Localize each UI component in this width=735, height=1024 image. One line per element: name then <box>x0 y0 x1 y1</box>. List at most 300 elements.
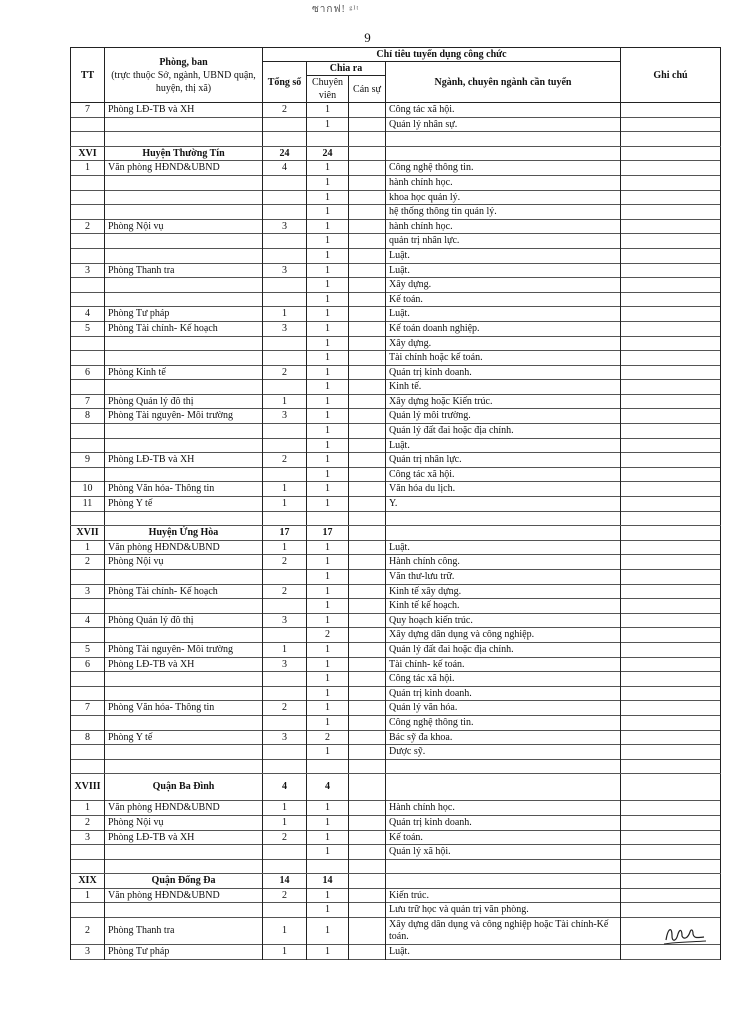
row-major: Xây dựng. <box>386 278 621 293</box>
row-staff <box>349 945 386 960</box>
row-total: 1 <box>263 394 307 409</box>
row-unit: Phòng LĐ-TB và XH <box>105 830 263 845</box>
group-row <box>71 146 721 161</box>
row-tt <box>71 175 105 190</box>
row-unit <box>105 511 263 526</box>
row-major <box>386 874 621 889</box>
row-major: Quản trị kinh doanh. <box>386 365 621 380</box>
table-row <box>71 701 721 716</box>
row-specialist: 1 <box>307 409 349 424</box>
row-tt: 8 <box>71 409 105 424</box>
row-unit: Quận Đống Đa <box>105 874 263 889</box>
row-major: Luật. <box>386 945 621 960</box>
row-note <box>621 409 721 424</box>
row-total: 3 <box>263 730 307 745</box>
signature-initials <box>660 920 710 948</box>
row-staff <box>349 859 386 874</box>
row-note <box>621 190 721 205</box>
row-specialist <box>307 511 349 526</box>
row-staff <box>349 526 386 541</box>
row-tt <box>71 859 105 874</box>
row-note <box>621 438 721 453</box>
row-tt: 1 <box>71 161 105 176</box>
row-specialist: 1 <box>307 292 349 307</box>
row-note <box>621 686 721 701</box>
row-unit <box>105 467 263 482</box>
row-major: hành chính học. <box>386 175 621 190</box>
table-row <box>71 394 721 409</box>
row-note <box>621 874 721 889</box>
row-tt <box>71 599 105 614</box>
row-staff <box>349 278 386 293</box>
table-row <box>71 467 721 482</box>
row-specialist: 1 <box>307 175 349 190</box>
row-total: 4 <box>263 774 307 801</box>
row-tt <box>71 248 105 263</box>
row-total: 1 <box>263 642 307 657</box>
row-major: Quản trị kinh doanh. <box>386 815 621 830</box>
row-note <box>621 672 721 687</box>
row-note <box>621 511 721 526</box>
row-staff <box>349 830 386 845</box>
row-unit: Phòng Văn hóa- Thông tin <box>105 482 263 497</box>
row-total: 14 <box>263 874 307 889</box>
row-total: 3 <box>263 657 307 672</box>
row-note <box>621 701 721 716</box>
row-major: Quản lý văn hóa. <box>386 701 621 716</box>
row-unit: Phòng Kinh tế <box>105 365 263 380</box>
row-total: 17 <box>263 526 307 541</box>
row-major: quản trị nhân lực. <box>386 234 621 249</box>
table-row <box>71 365 721 380</box>
row-specialist: 1 <box>307 219 349 234</box>
row-staff <box>349 394 386 409</box>
row-total <box>263 715 307 730</box>
row-major: Kế toán. <box>386 830 621 845</box>
row-total: 4 <box>263 161 307 176</box>
row-unit <box>105 424 263 439</box>
table-row <box>71 540 721 555</box>
table-header <box>71 48 721 103</box>
row-total <box>263 190 307 205</box>
row-specialist: 1 <box>307 103 349 118</box>
row-major: Luật. <box>386 540 621 555</box>
row-staff <box>349 307 386 322</box>
row-unit: Phòng Tài nguyên- Môi trường <box>105 642 263 657</box>
row-tt <box>71 672 105 687</box>
row-specialist <box>307 859 349 874</box>
row-unit: Văn phòng HĐND&UBND <box>105 888 263 903</box>
header-staff: Cán sự <box>349 76 386 103</box>
row-total: 1 <box>263 497 307 512</box>
row-unit: Văn phòng HĐND&UBND <box>105 161 263 176</box>
row-note <box>621 117 721 132</box>
row-note <box>621 845 721 860</box>
row-major <box>386 759 621 774</box>
row-note <box>621 774 721 801</box>
row-tt: 8 <box>71 730 105 745</box>
table-row <box>71 248 721 263</box>
row-unit: Phòng Y tế <box>105 497 263 512</box>
row-staff <box>349 730 386 745</box>
row-major: Quản lý đất đai hoặc địa chính. <box>386 642 621 657</box>
row-specialist: 1 <box>307 570 349 585</box>
row-tt: 2 <box>71 555 105 570</box>
table-row <box>71 745 721 760</box>
row-unit <box>105 599 263 614</box>
row-major: Văn hóa du lịch. <box>386 482 621 497</box>
row-note <box>621 815 721 830</box>
row-specialist: 1 <box>307 278 349 293</box>
row-tt <box>71 745 105 760</box>
row-unit <box>105 715 263 730</box>
row-staff <box>349 845 386 860</box>
row-note <box>621 132 721 147</box>
row-total: 3 <box>263 613 307 628</box>
header-unit-line3: huyện, thị xã) <box>155 82 212 94</box>
row-tt <box>71 380 105 395</box>
row-major: Luật. <box>386 438 621 453</box>
row-staff <box>349 599 386 614</box>
row-staff <box>349 248 386 263</box>
row-total <box>263 380 307 395</box>
row-specialist: 14 <box>307 874 349 889</box>
row-note <box>621 394 721 409</box>
row-major: hệ thống thông tin quản lý. <box>386 205 621 220</box>
row-total: 1 <box>263 307 307 322</box>
group-row <box>71 526 721 541</box>
header-target-title: Chỉ tiêu tuyển dụng công chức <box>263 48 621 62</box>
row-tt <box>71 234 105 249</box>
row-unit: Văn phòng HĐND&UBND <box>105 540 263 555</box>
row-tt: 9 <box>71 453 105 468</box>
row-tt <box>71 570 105 585</box>
row-unit: Phòng Tài chính- Kế hoạch <box>105 321 263 336</box>
row-unit: Huyện Thường Tín <box>105 146 263 161</box>
row-tt: 1 <box>71 540 105 555</box>
row-staff <box>349 874 386 889</box>
row-major: Quản trị kinh doanh. <box>386 686 621 701</box>
row-unit <box>105 859 263 874</box>
table-row <box>71 336 721 351</box>
row-staff <box>349 815 386 830</box>
row-major: Quản lý xã hội. <box>386 845 621 860</box>
row-unit <box>105 190 263 205</box>
row-unit <box>105 628 263 643</box>
row-total: 2 <box>263 830 307 845</box>
row-note <box>621 497 721 512</box>
row-total: 3 <box>263 263 307 278</box>
row-specialist: 1 <box>307 205 349 220</box>
row-staff <box>349 205 386 220</box>
row-total <box>263 205 307 220</box>
row-staff <box>349 628 386 643</box>
row-specialist: 1 <box>307 745 349 760</box>
row-unit: Phòng Tài chính- Kế hoạch <box>105 584 263 599</box>
row-staff <box>349 540 386 555</box>
table-row <box>71 482 721 497</box>
row-unit: Phòng LĐ-TB và XH <box>105 657 263 672</box>
table-row <box>71 642 721 657</box>
row-tt: 2 <box>71 918 105 945</box>
row-staff <box>349 672 386 687</box>
row-note <box>621 219 721 234</box>
table-row <box>71 686 721 701</box>
row-major: Luật. <box>386 307 621 322</box>
row-tt <box>71 292 105 307</box>
row-note <box>621 161 721 176</box>
row-staff <box>349 351 386 366</box>
header-unit-line2: (trực thuộc Sở, ngành, UBND quận, <box>111 69 256 81</box>
row-specialist: 1 <box>307 394 349 409</box>
row-total: 2 <box>263 103 307 118</box>
row-total <box>263 438 307 453</box>
row-note <box>621 859 721 874</box>
row-major: Kế toán. <box>386 292 621 307</box>
row-staff <box>349 175 386 190</box>
row-staff <box>349 801 386 816</box>
row-note <box>621 424 721 439</box>
table-row <box>71 424 721 439</box>
row-specialist: 1 <box>307 321 349 336</box>
row-staff <box>349 438 386 453</box>
row-staff <box>349 336 386 351</box>
table-row <box>71 815 721 830</box>
row-major: Công nghệ thông tin. <box>386 715 621 730</box>
row-specialist <box>307 132 349 147</box>
row-total <box>263 336 307 351</box>
table-row <box>71 613 721 628</box>
row-tt: 3 <box>71 945 105 960</box>
row-total <box>263 759 307 774</box>
table-row <box>71 945 721 960</box>
blank-row <box>71 132 721 147</box>
row-staff <box>349 190 386 205</box>
row-unit <box>105 234 263 249</box>
table-row <box>71 234 721 249</box>
row-specialist: 1 <box>307 584 349 599</box>
row-total <box>263 859 307 874</box>
row-staff <box>349 132 386 147</box>
row-note <box>621 234 721 249</box>
row-staff <box>349 146 386 161</box>
row-staff <box>349 409 386 424</box>
row-tt <box>71 336 105 351</box>
table-row <box>71 584 721 599</box>
row-note <box>621 888 721 903</box>
row-specialist: 1 <box>307 467 349 482</box>
row-staff <box>349 117 386 132</box>
row-specialist: 1 <box>307 190 349 205</box>
row-unit <box>105 380 263 395</box>
row-tt: 2 <box>71 815 105 830</box>
row-note <box>621 613 721 628</box>
row-major: Y. <box>386 497 621 512</box>
row-specialist: 1 <box>307 365 349 380</box>
table-row <box>71 409 721 424</box>
row-note <box>621 555 721 570</box>
row-tt: 1 <box>71 888 105 903</box>
row-specialist: 17 <box>307 526 349 541</box>
row-major: Công tác xã hội. <box>386 103 621 118</box>
row-unit <box>105 248 263 263</box>
row-major: Quản lý nhân sự. <box>386 117 621 132</box>
header-note: Ghi chú <box>621 48 721 103</box>
table-row <box>71 497 721 512</box>
row-staff <box>349 424 386 439</box>
row-tt <box>71 715 105 730</box>
row-major: Tài chính hoặc kế toán. <box>386 351 621 366</box>
row-note <box>621 205 721 220</box>
row-total <box>263 903 307 918</box>
row-total <box>263 745 307 760</box>
row-tt: XVIII <box>71 774 105 801</box>
row-staff <box>349 511 386 526</box>
row-tt: 7 <box>71 701 105 716</box>
row-specialist: 1 <box>307 540 349 555</box>
row-major <box>386 774 621 801</box>
row-note <box>621 175 721 190</box>
row-tt <box>71 132 105 147</box>
row-tt: 4 <box>71 307 105 322</box>
row-note <box>621 248 721 263</box>
row-tt: 7 <box>71 394 105 409</box>
row-tt <box>71 117 105 132</box>
row-major: khoa học quản lý. <box>386 190 621 205</box>
row-note <box>621 365 721 380</box>
row-specialist: 1 <box>307 599 349 614</box>
row-staff <box>349 686 386 701</box>
row-staff <box>349 380 386 395</box>
row-unit: Phòng Văn hóa- Thông tin <box>105 701 263 716</box>
row-note <box>621 321 721 336</box>
row-note <box>621 453 721 468</box>
row-total: 24 <box>263 146 307 161</box>
row-note <box>621 278 721 293</box>
row-major: Quản lý môi trường. <box>386 409 621 424</box>
row-total: 1 <box>263 482 307 497</box>
row-note <box>621 903 721 918</box>
row-note <box>621 599 721 614</box>
row-major: Văn thư-lưu trữ. <box>386 570 621 585</box>
row-unit: Phòng Tài nguyên- Môi trường <box>105 409 263 424</box>
row-major <box>386 859 621 874</box>
row-specialist: 1 <box>307 555 349 570</box>
row-staff <box>349 657 386 672</box>
row-specialist: 1 <box>307 701 349 716</box>
row-tt: 5 <box>71 642 105 657</box>
table-row <box>71 657 721 672</box>
row-major: Bác sỹ đa khoa. <box>386 730 621 745</box>
row-total <box>263 511 307 526</box>
row-unit <box>105 117 263 132</box>
table-row <box>71 103 721 118</box>
row-tt: 7 <box>71 103 105 118</box>
row-specialist: 1 <box>307 307 349 322</box>
row-unit: Phòng Tư pháp <box>105 307 263 322</box>
blank-row <box>71 511 721 526</box>
blank-row <box>71 859 721 874</box>
row-specialist: 1 <box>307 830 349 845</box>
row-staff <box>349 497 386 512</box>
row-major: Hành chính công. <box>386 555 621 570</box>
table-row <box>71 219 721 234</box>
row-specialist: 2 <box>307 628 349 643</box>
table-row <box>71 453 721 468</box>
row-total: 1 <box>263 918 307 945</box>
row-specialist: 1 <box>307 715 349 730</box>
row-tt: 3 <box>71 263 105 278</box>
row-unit <box>105 278 263 293</box>
row-specialist: 1 <box>307 424 349 439</box>
row-unit: Văn phòng HĐND&UBND <box>105 801 263 816</box>
table-row <box>71 570 721 585</box>
row-major: Hành chính học. <box>386 801 621 816</box>
row-specialist: 1 <box>307 248 349 263</box>
row-note <box>621 570 721 585</box>
row-staff <box>349 292 386 307</box>
row-specialist: 4 <box>307 774 349 801</box>
row-note <box>621 540 721 555</box>
row-unit <box>105 845 263 860</box>
row-note <box>621 830 721 845</box>
row-total <box>263 117 307 132</box>
row-unit <box>105 336 263 351</box>
row-tt <box>71 424 105 439</box>
row-tt: 2 <box>71 219 105 234</box>
row-unit: Phòng Nội vụ <box>105 815 263 830</box>
row-unit <box>105 438 263 453</box>
row-total <box>263 175 307 190</box>
row-tt: 3 <box>71 830 105 845</box>
row-staff <box>349 918 386 945</box>
row-total: 3 <box>263 321 307 336</box>
row-staff <box>349 453 386 468</box>
row-tt: 3 <box>71 584 105 599</box>
table-row <box>71 599 721 614</box>
row-total <box>263 424 307 439</box>
group-row <box>71 774 721 801</box>
row-staff <box>349 467 386 482</box>
row-staff <box>349 613 386 628</box>
row-staff <box>349 584 386 599</box>
row-specialist: 1 <box>307 161 349 176</box>
row-unit <box>105 132 263 147</box>
row-total: 2 <box>263 584 307 599</box>
row-total <box>263 234 307 249</box>
row-specialist: 1 <box>307 672 349 687</box>
row-note <box>621 380 721 395</box>
row-tt: 6 <box>71 657 105 672</box>
table-row <box>71 845 721 860</box>
row-major: Quản trị nhân lực. <box>386 453 621 468</box>
row-major: Xây dựng hoặc Kiến trúc. <box>386 394 621 409</box>
row-note <box>621 657 721 672</box>
row-unit: Phòng LĐ-TB và XH <box>105 453 263 468</box>
row-tt <box>71 686 105 701</box>
row-staff <box>349 219 386 234</box>
row-tt: XVI <box>71 146 105 161</box>
row-major <box>386 132 621 147</box>
row-note <box>621 103 721 118</box>
row-specialist: 1 <box>307 497 349 512</box>
table-row <box>71 175 721 190</box>
row-note <box>621 146 721 161</box>
row-note <box>621 745 721 760</box>
row-note <box>621 336 721 351</box>
row-tt: 1 <box>71 801 105 816</box>
row-total: 3 <box>263 219 307 234</box>
